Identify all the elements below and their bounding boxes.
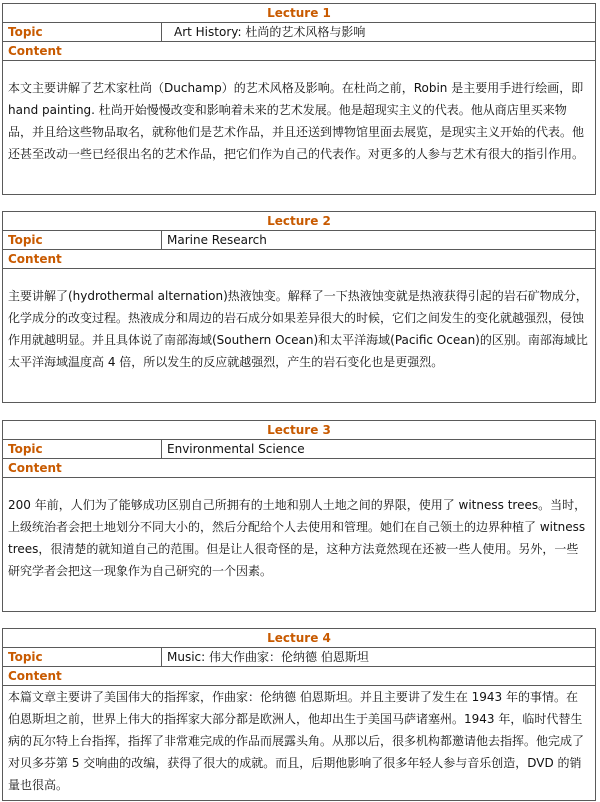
topic-label: Topic: [3, 231, 162, 249]
lecture-4-table: [2, 628, 596, 801]
topic-row: [3, 231, 595, 250]
topic-label: Topic: [3, 648, 162, 666]
topic-row: [3, 648, 595, 667]
content-label: Content: [3, 42, 595, 61]
topic-row: [3, 23, 595, 42]
content-body: 主要讲解了(hydrothermal alternation)热液蚀变。解释了一下热液蚀变就是热液获得引起的岩石矿物成分，化学成分的改变过程。热液成分和周边的岩石成分如果差异很大的时候，它们之间发生的变化就越强烈，侵蚀作用就越明显。并且具体说了南部海域(Southern Ocean)和太平洋海域(Pacific Ocean)的区别。南部海域比太平洋海域温度高 4 倍，所以发生的反应就越强烈，产生的岩石变化也是更强烈。: [8, 289, 588, 369]
topic-value: Music: 伟大作曲家：伦纳德 伯恩斯坦: [167, 650, 369, 664]
topic-value: Art History: 杜尚的艺术风格与影响: [174, 25, 366, 39]
lecture-title: Lecture 1: [3, 4, 595, 23]
topic-label: Topic: [3, 23, 162, 41]
content-label: Content: [3, 667, 595, 686]
content-label: Content: [3, 250, 595, 269]
content-body: 本文主要讲解了艺术家杜尚（Duchamp）的艺术风格及影响。在杜尚之前，Robin 是主要用手进行绘画，即 hand painting. 杜尚开始慢慢改变和影响着未来的艺术发展。他是超现实主义的代表。他从商店里买来物品，并且给这些物品取名，就称他们是艺术作品，并且还送到博物馆里面去展览，是现实主义开始的代表。他还甚至改动一些已经很出名的艺术作品，把它们作为自己的代表作。对更多的人参与艺术有很大的指引作用。: [8, 81, 585, 161]
lecture-title: Lecture 2: [3, 212, 595, 231]
content-body: 200 年前，人们为了能够成功区别自己所拥有的土地和别人土地之间的界限，使用了 witness trees。当时，上级统治者会把土地划分不同大小的，然后分配给个人去使用和管理。她们在自己领土的边界种植了 witness trees，很清楚的就知道自己的范围。但是让人很奇怪的是，这种方法竟然现在还被一些人使用。另外，一些研究学者会把这一现象作为自己研究的一个因素。: [8, 498, 587, 578]
topic-value: Marine Research: [167, 233, 267, 247]
topic-value: Environmental Science: [167, 442, 305, 456]
content-body: 本篇文章主要讲了美国伟大的指挥家，作曲家：伦纳德 伯恩斯坦。并且主要讲了发生在 1943 年的事情。在伯恩斯坦之前，世界上伟大的指挥家大部分都是欧洲人，他却出生于美国马萨诸塞州。1943 年，临时代替生病的瓦尔特上台指挥，指挥了非常难完成的作品而展露头角。从那以后，很多机构都邀请他去指挥。他完成了对贝多芬第 5 交响曲的改编，获得了很大的成就。而且，后期他影响了很多年轻人参与音乐创造，DVD 的销量也很高。: [8, 690, 585, 792]
content-label: Content: [3, 459, 595, 478]
topic-label: Topic: [3, 440, 162, 458]
lecture-3-table: [2, 420, 596, 612]
lecture-title: Lecture 4: [3, 629, 595, 648]
topic-row: [3, 440, 595, 459]
lecture-2-table: [2, 211, 596, 403]
lecture-title: Lecture 3: [3, 421, 595, 440]
lecture-1-table: [2, 3, 596, 195]
